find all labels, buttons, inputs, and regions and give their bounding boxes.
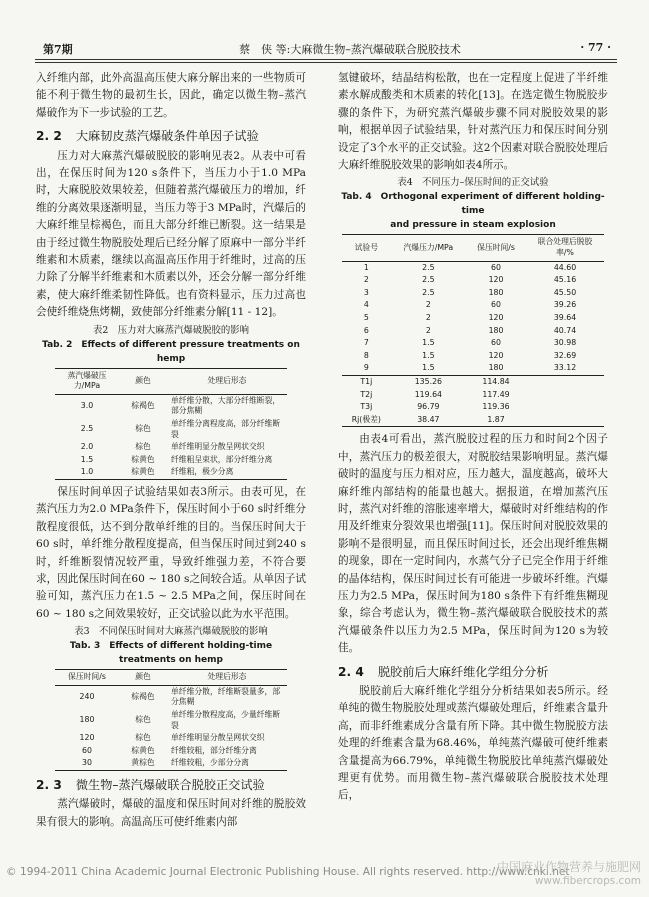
table-cell	[526, 375, 604, 388]
table-cell: 9	[363, 363, 369, 373]
section-title: 脱胶前后大麻纤维化学组分分析	[377, 664, 549, 679]
section-number: 2. 4	[338, 664, 364, 679]
table-cell: 棕黄色	[131, 745, 155, 755]
table-cell: 纤维较粗，少部分分离	[167, 757, 287, 770]
watermark	[497, 860, 641, 888]
paragraph: 蒸汽爆破时，爆破的温度和保压时间对纤维的脱胶效果有很大的影响。高温高压可使纤维素内部	[36, 798, 306, 828]
table-row	[55, 757, 287, 770]
table-row	[342, 350, 604, 363]
section-number: 2. 3	[36, 778, 62, 793]
table-row	[342, 274, 604, 287]
table-cell: 棕褐色	[131, 401, 155, 411]
issue-number: 第7期	[43, 43, 73, 56]
table-cell: 120	[488, 275, 504, 285]
table-cell: 1.5	[422, 350, 435, 360]
table-header: 汽爆压力/MPa	[391, 235, 466, 261]
section-title: 微生物–蒸汽爆破联合脱胶正交试验	[75, 778, 265, 793]
table-cell: 60	[491, 300, 501, 310]
header-rule-thin	[35, 62, 617, 63]
section-title: 大麻韧皮蒸汽爆破条件单因子试验	[75, 129, 259, 144]
table-cell: 180	[79, 715, 95, 725]
table-cell: T3j	[360, 402, 373, 412]
table-cell: 119.64	[414, 389, 442, 399]
table-row-summary	[342, 375, 604, 388]
watermark-name: 中国麻业作物营养与施肥网	[496, 860, 641, 874]
paragraph: 由表4可看出，蒸汽脱胶过程的压力和时间2个因子中，蒸汽压力的极差很大，对脱胶结果影响明显。蒸汽爆破时的温度与压力相对应，压力越大，温度越高，破坏大麻纤维内部结构的能量也越大。据报道，在增加蒸汽压时，蒸汽对纤维的溶胀速率增大，爆破时对纤维结构的作用及纤维束分裂效果也增强[11]。保压时间对脱胶效果的影响不是很明显，而且保压时间过长，还会出现纤维焦糊的现象，即在一定时间内，水蒸气分子已完全作用于纤维的晶体结构，保压时间过长有可能进一步破坏纤维。汽爆压力为2.5 MPa，保压时间为180 s条件下有纤维焦糊现象，综合考虑认为，微生物–蒸汽爆破联合脱胶技术的蒸汽爆破条件以压力为2.5 MPa，保压时间为120 s为较佳。	[338, 433, 608, 655]
table-cell	[526, 414, 604, 427]
section-heading-2-3	[36, 777, 306, 794]
table-cell: 6	[363, 325, 369, 335]
table-4-caption-cn: 表4 不同压力–保压时间的正交试验	[397, 177, 549, 189]
table-cell: 33.12	[553, 363, 577, 373]
table-cell: 纤维粗呈束状，部分纤维分离	[171, 454, 273, 464]
table-cell: 2.5	[80, 424, 94, 434]
running-header	[35, 38, 617, 58]
table-row-summary	[342, 389, 604, 402]
table-row	[342, 299, 604, 312]
table-cell: 39.64	[553, 313, 577, 322]
table-cell: 119.36	[482, 402, 510, 412]
table-header: 颜色	[119, 368, 167, 394]
table-cell: 纤维粗，极少分离	[167, 466, 287, 479]
table-header: 处理后形态	[167, 368, 287, 394]
table-cell: 40.74	[553, 325, 577, 335]
table-cell: 棕色	[135, 424, 151, 434]
table-row-summary	[342, 414, 604, 427]
table-cell: 114.84	[466, 375, 526, 388]
table-row	[342, 312, 604, 325]
table-row	[55, 732, 287, 745]
table-cell: 1.5	[80, 454, 94, 464]
page-number: · 77 ·	[580, 41, 611, 54]
watermark-url: www.fibercrops.com	[534, 875, 641, 887]
table-cell: 32.69	[553, 350, 577, 360]
section-number: 2. 2	[36, 129, 62, 144]
table-cell: 39.26	[553, 300, 577, 310]
table-cell: 5	[363, 313, 369, 322]
table-cell: 单纤维分离程度高，部分纤维断裂	[171, 419, 281, 439]
table-header: 处理后形态	[167, 670, 287, 686]
table-4-caption-en: Tab. 4 Orthogonal experiment of different holding-time	[341, 192, 605, 217]
table-cell: 45.50	[553, 287, 577, 297]
table-header: 蒸汽爆破压力/MPa	[55, 368, 119, 394]
table-cell: Rj(极差)	[342, 414, 391, 427]
table-cell: 120	[488, 313, 504, 322]
table-cell: 60	[491, 262, 501, 272]
table-cell: 单纤维明显分散呈网状交织	[171, 442, 265, 452]
table-3-caption-cn: 表3 不同保压时间对大麻蒸汽爆破脱胶的影响	[74, 626, 268, 638]
table-cell: 2	[363, 275, 369, 285]
table-cell: 棕色	[135, 715, 151, 725]
table-2-caption-en: Tab. 2 Effects of different pressure treatments on hemp	[42, 339, 300, 364]
table-cell: 单纤维分散，大部分纤维断裂，部分焦糊	[171, 395, 281, 416]
table-header: 保压时间/s	[466, 235, 526, 261]
table-cell: 180	[488, 325, 504, 335]
table-cell: 1.0	[55, 466, 119, 479]
section-heading-2-2	[36, 128, 306, 145]
table-cell: 单纤维明显分散呈网状交织	[171, 733, 265, 743]
table-cell: 135.26	[391, 375, 466, 388]
table-row	[342, 287, 604, 300]
table-cell	[526, 401, 604, 414]
table-cell: T1j	[342, 375, 391, 388]
table-row	[55, 685, 287, 709]
table-cell: 2	[425, 325, 431, 335]
table-4	[342, 234, 604, 427]
table-cell: 2.0	[80, 442, 94, 452]
table-2	[55, 368, 287, 480]
table-row	[342, 325, 604, 338]
table-cell: 1.5	[422, 363, 435, 373]
paragraph: 入纤维内部，此外高温高压使大麻分解出来的一些物质可能不利于微生物的最初生长，因此，确定以微生物–蒸汽爆破作为下一步试验的工艺。	[36, 72, 306, 119]
table-row-summary	[342, 401, 604, 414]
table-cell: 纤维较粗，部分纤维分离	[171, 745, 257, 755]
section-heading-2-4	[338, 664, 608, 681]
paragraph: 氢键破坏，结晶结构松散，也在一定程度上促进了半纤维素水解成酸类和木质素的转化[13]。在选定微生物脱胶步骤的条件下，为研究蒸汽爆破步骤不同对脱胶效果的影响，根据单因子试验结果，针对蒸汽压力和保压时间分别设定了3个水平的正交试验。这2个因素对联合脱胶处理后大麻纤维脱胶效果的影响如表4所示。	[338, 72, 608, 172]
table-cell: 棕色	[135, 442, 151, 452]
table-2-caption-cn: 表2 压力对大麻蒸汽爆破脱胶的影响	[93, 324, 249, 336]
table-row	[342, 337, 604, 350]
table-cell: 96.79	[417, 402, 440, 412]
left-column	[36, 70, 306, 831]
table-4-caption-en-line2: and pressure in steam explosion	[390, 220, 556, 231]
table-cell: 3.0	[80, 401, 94, 411]
table-3-caption-en-line2: treatments on hemp	[119, 655, 223, 666]
table-row	[55, 394, 287, 418]
table-cell: 棕褐色	[131, 692, 155, 702]
table-header: 联合处理后脱胶率/%	[526, 235, 604, 261]
running-title: 蔡 侠 等:大麻微生物–蒸汽爆破联合脱胶技术	[239, 43, 461, 56]
table-cell: 180	[488, 287, 504, 297]
table-cell: 240	[79, 692, 95, 702]
copyright-notice: © 1994-2011 China Academic Journal Electronic Publishing House. All rights reserved. http://www.cnki.net	[6, 866, 570, 878]
table-cell: 120	[488, 350, 504, 360]
table-row	[55, 441, 287, 454]
table-cell: 44.60	[553, 262, 577, 272]
table-3	[55, 669, 287, 771]
table-cell: 60	[82, 745, 92, 755]
table-row	[55, 418, 287, 441]
table-cell: 30	[55, 757, 119, 770]
table-cell: 单纤维分散程度高，少量纤维断裂	[171, 710, 281, 730]
table-cell: 单纤维分散，纤维断裂量多，部分焦糊	[171, 686, 281, 707]
table-cell: 8	[363, 350, 369, 360]
header-rule	[35, 59, 617, 60]
table-cell: 1.87	[466, 414, 526, 427]
table-cell: 30.98	[553, 338, 577, 348]
paragraph: 保压时间单因子试验结果如表3所示。由表可见，在蒸汽压力为2.0 MPa条件下，保压时间小于60 s时纤维分散程度很低，达不到分散单纤维的目的。当保压时间大于60 s时，单纤维分散程度提高，但当保压时间过到240 s时，纤维断裂情况较严重，导致纤维强力差，不符合要求，因此保压时间在60 ~ 180 s之间较合适。从单因子试验可知，蒸汽压力在1.5 ~ 2.5 MPa之间，保压时间在60 ~ 180 s之间效果较好，正交试验以此为水平范围。	[36, 486, 306, 620]
table-row	[342, 362, 604, 375]
table-cell	[526, 389, 604, 402]
table-cell: 2.5	[422, 287, 435, 297]
table-header: 颜色	[119, 670, 167, 686]
table-header: 保压时间/s	[55, 670, 119, 686]
table-cell: 1	[363, 262, 369, 272]
table-cell: 38.47	[391, 414, 466, 427]
table-header: 试验号	[342, 235, 391, 261]
table-cell: 2.5	[422, 275, 435, 285]
table-cell: 120	[79, 733, 95, 743]
table-cell: 黄棕色	[119, 757, 167, 770]
table-cell: 棕黄色	[119, 466, 167, 479]
table-3-caption-en: Tab. 3 Effects of different holding-time	[69, 641, 273, 652]
table-cell: 2	[425, 313, 431, 322]
table-cell: 2.5	[422, 262, 435, 272]
table-cell: 2	[425, 300, 431, 310]
paragraph: 脱胶前后大麻纤维化学组分分析结果如表5所示。经单纯的微生物脱胶处理或蒸汽爆破处理后，纤维素含量升高，而非纤维素成分含量有所下降。其中微生物脱胶方法处理的纤维素含量为68.46%，单纯蒸汽爆破可使纤维素含量提高为66.79%，单纯微生物脱胶比单纯蒸汽爆破处理更有优势。而用微生物–蒸汽爆破联合脱胶技术处理后，	[338, 685, 608, 802]
table-cell: 117.49	[482, 389, 510, 399]
table-row	[55, 745, 287, 758]
table-cell: 45.16	[553, 275, 577, 285]
table-row	[55, 709, 287, 732]
table-cell: 棕黄色	[131, 454, 155, 464]
table-cell: 棕色	[135, 733, 151, 743]
table-row	[55, 466, 287, 479]
table-cell: 7	[363, 338, 369, 348]
table-cell: 3	[363, 287, 369, 297]
table-row	[342, 261, 604, 274]
right-column	[338, 70, 608, 805]
table-cell: 60	[491, 338, 501, 348]
table-cell: T2j	[360, 389, 373, 399]
table-cell: 4	[363, 300, 369, 310]
table-cell: 180	[488, 363, 504, 373]
table-cell: 1.5	[422, 338, 435, 348]
table-row	[55, 454, 287, 467]
paragraph: 压力对大麻蒸汽爆破脱胶的影响见表2。从表中可看出，在保压时间为120 s条件下，当压力小于1.0 MPa时，大麻脱胶效果较差，但随着蒸汽爆破压力的增加，纤维的分离效果逐渐明显，当压力等于3 MPa时，汽爆后的大麻纤维呈棕褐色，而且大部分纤维已断裂。这一结果是由于经过微生物脱胶处理后已经分解了原麻中一部分半纤维素和木质素，继续以高温高压作用于纤维时，过高的压力除了分解半纤维素和木质素以外，还会分解一部分纤维素，使大麻纤维柔韧性降低。也有资料显示，压力过高也会使纤维烧焦烤糊，致使部分纤维素分解[11 - 12]。	[36, 149, 306, 319]
